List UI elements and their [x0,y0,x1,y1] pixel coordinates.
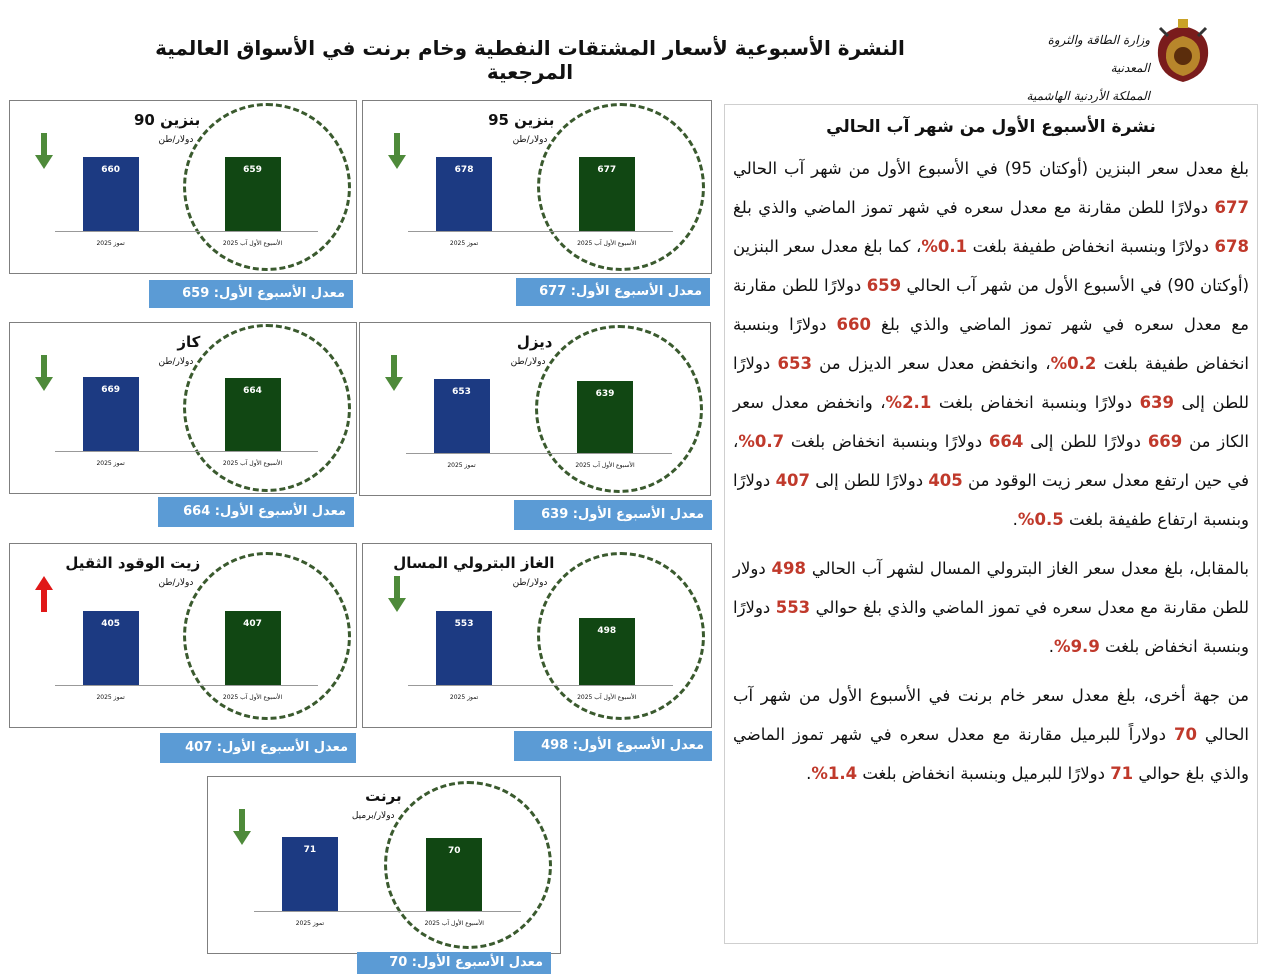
bar-value-label: 498 [597,626,617,637]
highlighted-value: 553 [775,598,811,617]
weekly-average-box: معدل الأسبوع الأول: 407 [160,733,356,763]
price-card [9,100,357,274]
weekly-average-box: معدل الأسبوع الأول: 677 [516,278,710,306]
label-current-week: الأسبوع الأول آب 2025 [575,462,635,469]
text-segment: دولارًا للبرميل وبنسبة انخفاض بلغت [857,764,1111,783]
price-card [207,776,561,954]
product-name: برنت [365,787,402,805]
product-name: الغاز البترولي المسال [393,554,555,572]
bar-previous-month [436,611,492,685]
bar-value-label: 553 [454,619,474,629]
highlighted-value: 0.5% [1017,510,1064,529]
weekly-average-box: معدل الأسبوع الأول: 498 [514,731,712,761]
highlighted-value: 660 [836,315,871,334]
bar-value-label: 405 [101,619,121,630]
bar-previous-month [83,377,139,451]
product-name: ديزل [516,333,553,351]
trend-down-arrow-icon [384,353,404,393]
bar-value-label: 639 [595,388,615,399]
trend-down-arrow-icon [387,574,407,614]
text-segment: دولارًا وبنسبة انخفاض طفيفة بلغت [967,237,1215,256]
bar-previous-month [83,157,139,231]
trend-up-arrow-icon [34,574,54,614]
bar-value-label: 669 [101,385,121,395]
label-current-week: الأسبوع الأول آب 2025 [577,694,637,701]
label-previous-month: تموز 2025 [449,240,479,247]
text-segment: دولارًا وبنسبة انخفاض طفيفة بلغت [733,315,1249,373]
highlighted-value: 677 [1214,198,1249,217]
bar-previous-month [436,157,492,231]
label-current-week: الأسبوع الأول آب 2025 [222,694,283,701]
highlighted-value: 498 [771,559,806,578]
highlighted-value: 678 [1214,237,1249,256]
bar-value-label: 407 [243,619,262,629]
bar-value-label: 71 [303,845,317,855]
highlighted-value: 664 [988,432,1024,451]
bar-value-label: 659 [243,165,262,176]
text-segment: دولارًا وبنسبة ارتفاع طفيفة بلغت [733,471,1249,529]
bar-value-label: 664 [243,385,262,396]
trend-down-arrow-icon [387,131,407,171]
highlighted-value: 2.1% [885,393,932,412]
unit-label: دولار/طن [158,578,194,588]
ministry-line-2: المملكة الأردنية الهاشمية [1026,89,1150,103]
label-previous-month: تموز 2025 [295,920,325,927]
paragraph-refined-products [733,149,1249,539]
label-current-week: الأسبوع الأول آب 2025 [577,240,637,247]
coat-of-arms-logo [1148,16,1218,86]
unit-label: دولار/طن [158,135,194,145]
text-segment: . [1012,510,1018,529]
highlighted-value: 71 [1110,764,1134,783]
highlighted-value: 0.7% [738,432,785,451]
bar-current-week [225,611,281,685]
text-segment: بالمقابل، بلغ معدل سعر الغاز البترولي المسال لشهر آب الحالي [805,559,1249,578]
bar-current-week [225,378,281,451]
highlighted-value: 0.1% [921,237,968,256]
price-card [9,543,357,728]
page-title: النشرة الأسبوعية لأسعار المشتقات النفطية وخام برنت في الأسواق العالمية المرجعية [155,36,905,84]
bar-current-week [579,618,635,685]
bar-value-label: 70 [447,846,461,857]
unit-label: دولار/طن [510,357,546,367]
text-segment: دولارًا للطن إلى [1023,432,1148,451]
price-card [362,543,712,728]
weekly-average-box: معدل الأسبوع الأول: 664 [158,497,354,527]
bar-value-label: 653 [452,387,471,397]
bar-value-label: 678 [454,165,474,175]
chart-baseline [55,231,318,232]
label-previous-month: تموز 2025 [96,460,125,467]
text-segment: ، كما بلغ معدل سعر البنزين (أوكتان 90) في الأسبوع الأول من شهر آب الحالي [733,237,1250,295]
text-heading: نشرة الأسبوع الأول من شهر آب الحالي [826,117,1156,137]
text-segment: ، في حين ارتفع معدل سعر زيت الوقود من [733,432,1249,490]
bar-previous-month [434,379,490,453]
text-segment: . [806,764,812,783]
chart-baseline [408,231,672,232]
product-name: بنزين 90 [133,111,201,129]
bar-previous-month [282,837,338,911]
highlighted-value: 405 [928,471,963,490]
product-name: زيت الوقود الثقيل [65,554,201,572]
highlighted-value: 1.4% [811,764,858,783]
text-segment: دولار للطن مقارنة مع معدل سعره في تموز الماضي والذي بلغ حوالي [733,559,1249,617]
text-segment: دولارًا وبنسبة انخفاض بلغت [733,598,1249,656]
bar-current-week [577,381,633,453]
bar-current-week [579,157,635,231]
product-name: كاز [177,333,201,351]
text-segment: دولارًا للطن إلى [733,354,1249,412]
label-previous-month: تموز 2025 [449,694,479,701]
bar-value-label: 660 [101,165,121,175]
label-current-week: الأسبوع الأول آب 2025 [424,920,484,927]
unit-label: دولار/طن [158,357,194,367]
highlighted-value: 669 [1147,432,1183,451]
trend-down-arrow-icon [34,353,54,393]
text-segment: ، وانخفض معدل سعر الديزل من [811,354,1051,373]
paragraph-brent [733,676,1249,793]
text-segment: ، وانخفض معدل سعر الكاز من [733,393,1250,451]
highlighted-value: 70 [1173,725,1197,744]
text-segment: دولارًا وبنسبة انخفاض بلغت [784,432,989,451]
weekly-average-box: معدل الأسبوع الأول: 639 [514,500,712,530]
highlighted-value: 407 [775,471,811,490]
trend-down-arrow-icon [34,131,54,171]
product-name: بنزين 95 [488,111,555,129]
text-segment: دولارًا وبنسبة انخفاض بلغت [931,393,1140,412]
text-segment: دولارًا للطن إلى [810,471,929,490]
bar-value-label: 677 [597,165,617,176]
label-previous-month: تموز 2025 [96,694,125,701]
price-card [9,322,357,494]
bar-current-week [225,157,281,231]
text-segment: بلغ معدل سعر البنزين (أوكتان 95) في الأسبوع الأول من شهر آب الحالي [733,159,1250,178]
highlighted-value: 653 [777,354,812,373]
unit-label: دولار/برميل [351,811,395,821]
paragraph-lpg [733,549,1249,666]
chart-baseline [406,453,672,454]
text-segment: من جهة أخرى، بلغ معدل سعر خام برنت في الأسبوع الأول من شهر آب الحالي [733,686,1249,744]
unit-label: دولار/طن [512,135,548,145]
weekly-average-box: معدل الأسبوع الأول: 70 [357,952,551,974]
text-panel [724,104,1258,944]
text-segment: دولارًا للطن مقارنة مع معدل سعره في شهر تموز الماضي والذي بلغ [733,198,1215,217]
chart-baseline [254,911,522,912]
bar-current-week [426,838,482,911]
highlighted-value: 639 [1139,393,1175,412]
weekly-average-box: معدل الأسبوع الأول: 659 [149,280,353,308]
label-current-week: الأسبوع الأول آب 2025 [222,240,283,247]
bar-previous-month [83,611,139,685]
highlighted-value: 9.9% [1054,637,1100,656]
text-segment: . [1048,637,1055,656]
ministry-name [1010,26,1150,110]
trend-down-arrow-icon [232,807,252,847]
highlighted-value: 0.2% [1050,354,1097,373]
price-card [359,322,711,496]
label-previous-month: تموز 2025 [96,240,125,247]
label-current-week: الأسبوع الأول آب 2025 [222,460,283,467]
unit-label: دولار/طن [512,578,548,588]
highlighted-value: 659 [866,276,902,295]
price-card [362,100,712,274]
label-previous-month: تموز 2025 [447,462,476,469]
text-segment: دولارًا للطن مقارنة مع معدل سعره في شهر تموز الماضي والذي بلغ [733,276,1249,334]
chart-baseline [408,685,672,686]
chart-baseline [55,451,318,452]
text-segment: دولاراً للبرميل مقارنة مع معدل سعره في شهر تموز الماضي والذي بلغ حوالي [733,725,1249,783]
ministry-line-1: وزارة الطاقة والثروة المعدنية [1047,33,1150,75]
chart-baseline [55,685,318,686]
